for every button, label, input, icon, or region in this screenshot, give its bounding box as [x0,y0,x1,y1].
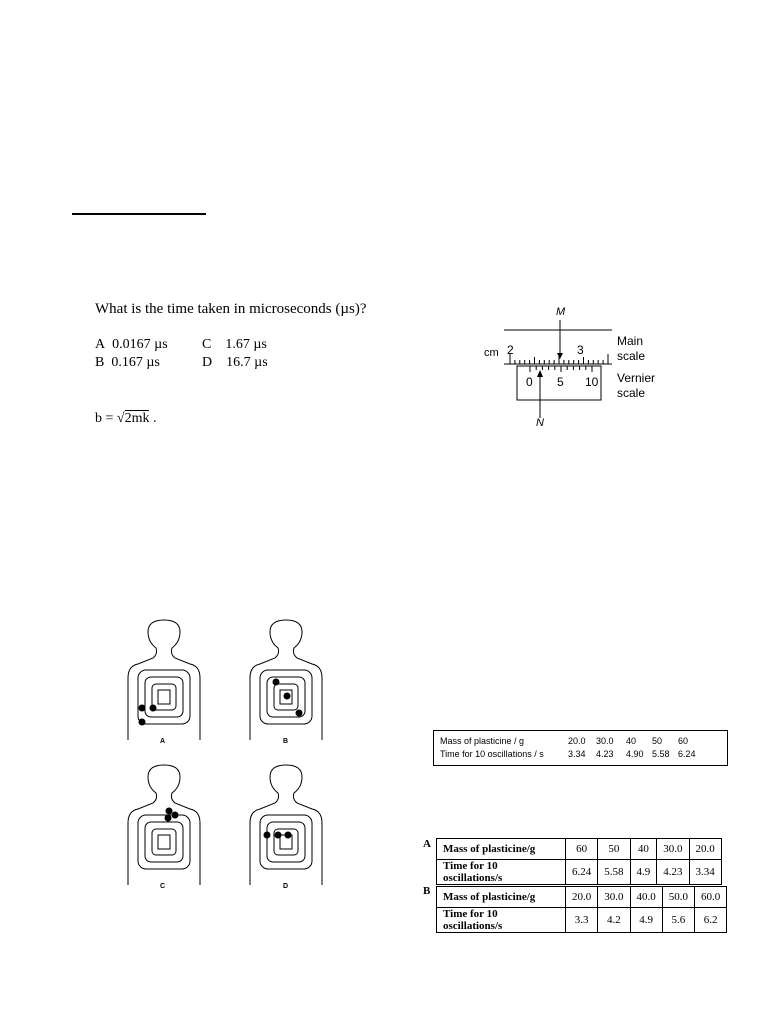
main-scale-label-2: scale [617,349,646,363]
table-cell: 6.2 [695,908,727,933]
data-cell: 3.34 [568,749,586,759]
data-cell: 5.58 [652,749,670,759]
table-cell: 60.0 [695,887,727,908]
option-a-letter: A [95,337,106,352]
data-cell: 60 [678,736,689,746]
data-cell: 20.0 [568,736,586,746]
table-cell: 3.34 [689,860,721,885]
option-c-letter: C [202,337,212,352]
data-cell: 4.90 [626,749,644,759]
option-table-b[interactable] [436,886,727,933]
data-cell: 30.0 [596,736,614,746]
option-d[interactable] [202,355,268,371]
target-label-b: B [283,738,289,745]
vernier-diagram [480,300,670,430]
table-cell: 50.0 [662,887,694,908]
table-row-label: Time for 10 oscillations/s [437,908,566,933]
table-row-label: Mass of plasticine/g [437,887,566,908]
option-table-a[interactable] [436,838,722,885]
target-label-c: C [160,883,166,890]
data-cell: 4.23 [596,749,614,759]
formula-root: √ [116,411,125,426]
table-cell: 20.0 [689,839,721,860]
target-label-d: D [283,883,289,890]
data-cell: 50 [652,736,663,746]
table-cell: 40 [630,839,657,860]
table-row [437,839,722,860]
table-row [437,887,727,908]
option-b-value: 0.167 µs [111,355,160,370]
option-c[interactable] [202,337,267,353]
vernier-tick-0: 0 [526,375,533,389]
data-row-time [440,748,721,761]
data-row-mass-label: Mass of plasticine / g [440,736,525,746]
formula-radicand: 2mk [124,411,150,426]
option-a[interactable] [95,337,168,353]
section-divider [72,213,206,215]
data-cell: 6.24 [678,749,696,759]
vernier-scale-label-2: scale [617,386,646,400]
option-d-letter: D [202,355,213,370]
formula [95,411,156,427]
table-cell: 4.2 [598,908,630,933]
table-cell: 30.0 [598,887,630,908]
option-table-b-letter: B [423,885,431,897]
target-label-a: A [160,738,166,745]
table-cell: 3.3 [566,908,598,933]
vernier-scale-label-1: Vernier [617,371,656,385]
option-b[interactable] [95,355,160,371]
data-cell: 40 [626,736,637,746]
table-cell: 40.0 [630,887,662,908]
table-row-label: Time for 10 oscillations/s [437,860,566,885]
table-row-label: Mass of plasticine/g [437,839,566,860]
main-tick-2: 2 [507,343,514,357]
targets-figure [120,615,330,900]
table-row [437,860,722,885]
data-row-time-label: Time for 10 oscillations / s [440,749,544,759]
option-d-value: 16.7 µs [226,355,268,370]
formula-end: . [149,411,157,426]
data-row-mass [440,735,721,748]
table-cell: 20.0 [566,887,598,908]
vernier-tick-5: 5 [557,375,564,389]
table-row [437,908,727,933]
table-cell: 30.0 [657,839,689,860]
option-a-value: 0.0167 µs [112,337,168,352]
table-cell: 6.24 [566,860,598,885]
table-cell: 4.9 [630,860,657,885]
unit-label: cm [484,347,499,359]
table-cell: 4.23 [657,860,689,885]
table-cell: 5.6 [662,908,694,933]
formula-lhs: b = [95,411,117,426]
table-cell: 5.58 [598,860,630,885]
data-table [433,730,728,766]
option-table-a-letter: A [423,838,431,850]
label-m: M [556,306,566,318]
label-n: N [536,417,544,429]
main-tick-3: 3 [577,343,584,357]
option-c-value: 1.67 µs [225,337,267,352]
table-cell: 60 [566,839,598,860]
table-cell: 50 [598,839,630,860]
vernier-tick-10: 10 [585,375,599,389]
table-cell: 4.9 [630,908,662,933]
option-b-letter: B [95,355,105,370]
question-text: What is the time taken in microseconds (µs)? [95,301,367,317]
main-scale-label-1: Main [617,334,644,348]
